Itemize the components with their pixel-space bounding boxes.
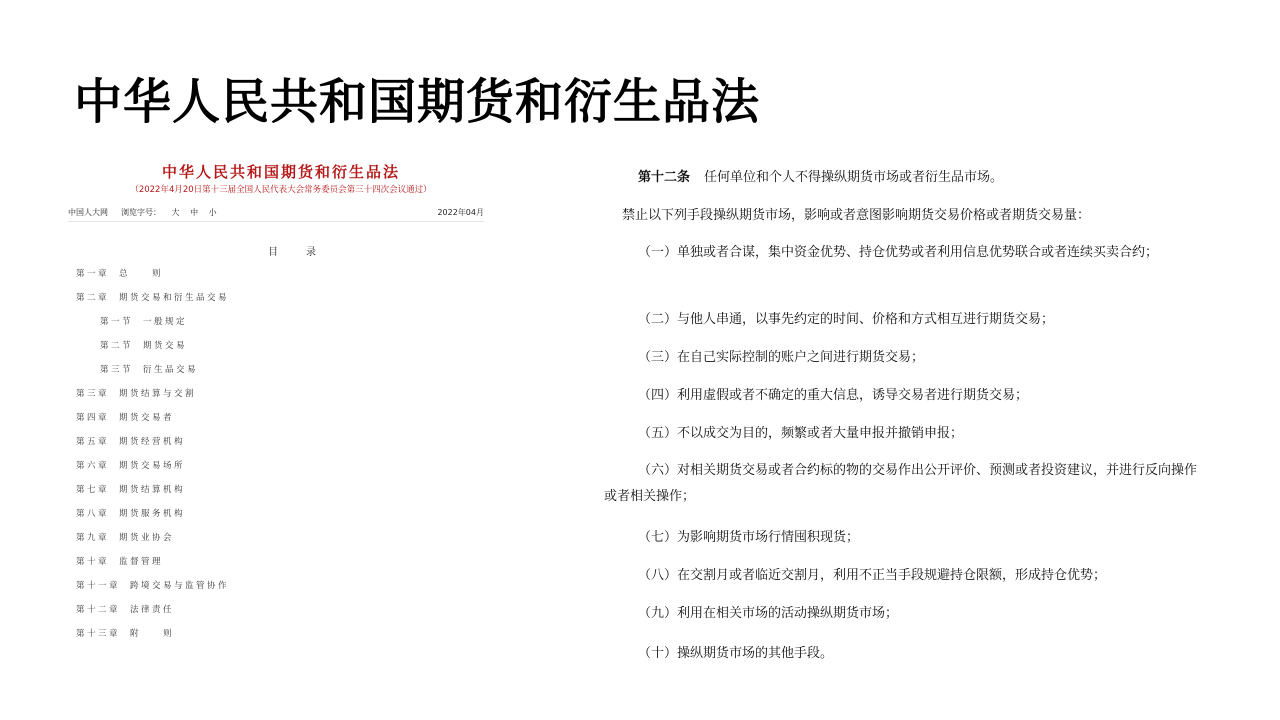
toc-number: 第十二章 [76,605,121,615]
toc-title: 期货交易者 [119,413,175,423]
article-item [604,386,1028,406]
toc-title: 期货交易 [143,341,188,351]
article-item [604,528,859,548]
font-size-selector [121,207,225,218]
article-item [604,644,833,664]
toc-title: 期货交易场所 [119,461,186,471]
article-item-text: （五）不以成交为目的，频繁或者大量申报并撤销申报； [638,426,964,441]
toc-item[interactable] [76,289,229,313]
table-of-contents [76,265,229,649]
toc-number: 第三节 [100,365,134,375]
toc-title: 期货服务机构 [119,509,186,519]
toc-number: 第十三章 [76,629,121,639]
toc-title: 衍生品交易 [143,365,199,375]
article-item: （一）单独或者合谋，集中资金优势、持仓优势或者利用信息优势联合或者连续买卖合约； [638,245,1159,260]
font-size-large[interactable]: 大 [171,208,180,217]
toc-title: 一般规定 [143,317,188,327]
article-item-text: （二）与他人串通，以事先约定的时间、价格和方式相互进行期货交易； [638,312,1055,327]
slide-title: 中华人民共和国期货和衍生品法 [74,74,761,130]
toc-title: 期货交易和衍生品交易 [119,293,230,303]
article-item-text: （四）利用虚假或者不确定的重大信息，诱导交易者进行期货交易； [638,388,1029,403]
toc-item[interactable] [76,505,229,529]
article-item-text: （七）为影响期货市场行情囤积现货； [638,530,860,545]
toc-title: 期货结算机构 [119,485,186,495]
toc-number: 第四章 [76,413,110,423]
law-document-screenshot [66,155,516,645]
article-item [604,310,1054,330]
article-item-text: （九）利用在相关市场的活动操纵期货市场； [638,606,899,621]
toc-item[interactable] [76,481,229,505]
font-size-small[interactable]: 小 [208,208,217,217]
toc-number: 第二章 [76,293,110,303]
toc-number: 第九章 [76,533,110,543]
font-size-medium[interactable]: 中 [190,208,199,217]
article-item-text: （十）操纵期货市场的其他手段。 [638,646,834,661]
toc-number: 第十一章 [76,581,121,591]
toc-title: 期货业协会 [119,533,175,543]
article-heading-text: 任何单位和个人不得操纵期货市场或者衍生品市场。 [704,170,1004,185]
toc-item[interactable] [76,553,229,577]
font-size-label: 浏览字号： [121,208,161,217]
toc-number: 第六章 [76,461,110,471]
document-title: 中华人民共和国期货和衍生品法 [161,163,400,181]
toc-item[interactable] [76,577,229,601]
toc-number: 第二节 [100,341,134,351]
article-number: 第十二条 [638,170,691,185]
toc-item[interactable] [76,601,229,625]
document-source: 中国人大网 [68,208,108,217]
toc-item[interactable] [76,625,229,649]
toc-number: 第三章 [76,389,110,399]
toc-number: 第十章 [76,557,110,567]
toc-title: 附 则 [130,629,175,639]
article-intro-text: 禁止以下列手段操纵期货市场，影响或者意图影响期货交易价格或者期货交易量： [622,208,1091,223]
toc-title: 法律责任 [130,605,175,615]
article-heading [604,168,1003,188]
toc-item[interactable] [76,409,229,433]
toc-item[interactable] [76,265,229,289]
divider [68,221,484,222]
article-item [604,348,924,368]
toc-number: 第一节 [100,317,134,327]
toc-item[interactable] [76,361,229,385]
toc-number: 第一章 [76,269,110,279]
toc-item[interactable] [76,313,229,337]
article-item-text: （八）在交割月或者临近交割月，利用不正当手段规避持仓限额，形成持仓优势； [638,568,1107,583]
toc-item[interactable] [76,529,229,553]
article-item-text: （三）在自己实际控制的账户之间进行期货交易； [638,350,925,365]
toc-item[interactable] [76,337,229,361]
toc-title: 总 则 [119,269,164,279]
toc-item[interactable] [76,457,229,481]
article-item [604,424,963,444]
document-subtitle: （2022年4月20日第十三届全国人民代表大会常务委员会第三十四次会议通过） [130,185,432,195]
article-intro [604,206,1090,226]
toc-heading: 目录 [268,247,344,258]
toc-item[interactable] [76,385,229,409]
toc-title: 期货经营机构 [119,437,186,447]
toc-title: 监督管理 [119,557,164,567]
article-item [604,566,1106,586]
toc-number: 第七章 [76,485,110,495]
toc-number: 第五章 [76,437,110,447]
toc-title: 期货结算与交割 [119,389,197,399]
toc-number: 第八章 [76,509,110,519]
document-date: 2022年04月 [437,208,484,217]
article-item [604,604,898,624]
article-item: （六）对相关期货交易或者合约标的物的交易作出公开评价、预测或者投资建议，并进行反向操作或者相关操作； [604,463,1198,504]
toc-item[interactable] [76,433,229,457]
toc-title: 跨境交易与监管协作 [130,581,230,591]
